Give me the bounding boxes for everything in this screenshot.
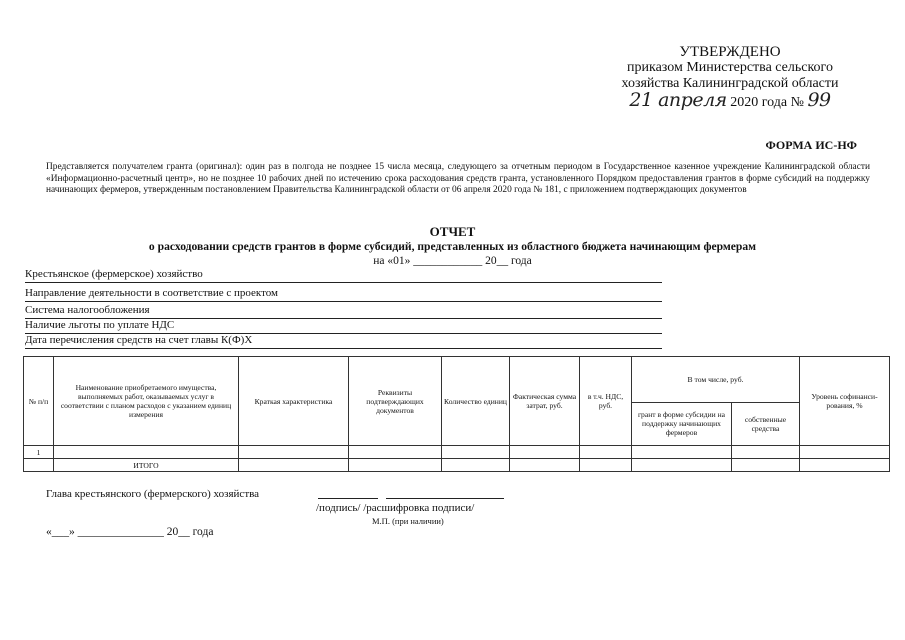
- header-description: Краткая характеристика: [239, 357, 349, 446]
- form-code: ФОРМА ИС-НФ: [765, 138, 857, 152]
- field-vat-benefit[interactable]: Наличие льготы по уплате НДС: [25, 319, 662, 334]
- approval-line-order: приказом Министерства сельского: [627, 60, 833, 75]
- table-cell[interactable]: [510, 459, 580, 472]
- intro-paragraph: Представляется получателем гранта (оригинал): один раз в полгода не позднее 15 числа месяца, следующего за отчетным периодом в Государственное казенное учреждение Калининградской области «Информационно-расчетный центр», но не позднее 10 рабочих дней по истечению срока расходования средств гранта, установленного Порядком предоставления грантов в форме субсидий на поддержку начинающих фермеров, утвержденным постановлением Правительства Калининградской области от 06 апреля 2020 года № 181, с приложением подтверждающих документов: [46, 162, 870, 195]
- header-vat: в т.ч. НДС, руб.: [580, 357, 632, 446]
- table-cell[interactable]: [580, 446, 632, 459]
- stamp-note: М.П. (при наличии): [372, 516, 444, 526]
- report-period: на «01» ____________ 20__ года: [373, 255, 532, 267]
- table-cell[interactable]: [732, 446, 800, 459]
- signature-caption: /подпись/ /расшифровка подписи/: [316, 502, 475, 514]
- approval-title: УТВЕРЖДЕНО: [679, 44, 781, 60]
- table-total-row: [24, 459, 890, 472]
- header-quantity: Количество единиц: [442, 357, 510, 446]
- signature-date[interactable]: «___» _______________ 20__ года: [46, 526, 214, 538]
- table-header-row: [24, 357, 890, 403]
- field-transfer-date[interactable]: Дата перечисления средств на счет главы К(Ф)Х: [25, 334, 662, 349]
- expense-table: [23, 356, 890, 472]
- approval-year-text: 2020 года №: [730, 95, 804, 110]
- approval-date-line: [560, 89, 900, 114]
- table-cell[interactable]: [510, 446, 580, 459]
- table-cell[interactable]: [239, 446, 349, 459]
- total-label: ИТОГО: [54, 459, 239, 472]
- table-cell[interactable]: [580, 459, 632, 472]
- field-tax-system[interactable]: Система налогообложения: [25, 304, 662, 319]
- approval-block: [560, 44, 900, 114]
- field-farm-name[interactable]: Крестьянское (фермерское) хозяйство: [25, 268, 662, 283]
- table-cell[interactable]: [442, 459, 510, 472]
- signature-decoding-line[interactable]: [386, 498, 504, 499]
- header-name: Наименование приобретаемого имущества, выполняемых работ, оказываемых услуг в соответствии с планом расходов с указанием единиц измерения: [54, 357, 239, 446]
- table-cell[interactable]: [800, 459, 890, 472]
- table-cell: [24, 459, 54, 472]
- head-of-farm-label: Глава крестьянского (фермерского) хозяйства: [46, 488, 260, 500]
- table-cell[interactable]: [349, 446, 442, 459]
- table-cell[interactable]: [349, 459, 442, 472]
- table-cell[interactable]: [800, 446, 890, 459]
- header-grant: грант в форме субсидии на поддержку начинающих фермеров: [632, 402, 732, 446]
- report-title: ОТЧЕТ: [429, 224, 476, 239]
- approval-date-handwritten: 21 апреля: [629, 89, 727, 111]
- table-cell[interactable]: [239, 459, 349, 472]
- header-num: № п/п: [24, 357, 54, 446]
- header-including: В том числе, руб.: [632, 357, 800, 403]
- field-activity-direction[interactable]: Направление деятельности в соответствие с проектом: [25, 287, 662, 302]
- report-subtitle: о расходовании средств грантов в форме субсидий, представленных из областного бюджета начинающим фермерам: [148, 240, 757, 253]
- table-cell[interactable]: [442, 446, 510, 459]
- table-cell[interactable]: [632, 446, 732, 459]
- approval-line-ministry: хозяйства Калининградской области: [621, 76, 839, 91]
- approval-number-handwritten: 99: [807, 89, 831, 111]
- header-own-funds: собственные средства: [732, 402, 800, 446]
- header-cost: Фактическая сумма затрат, руб.: [510, 357, 580, 446]
- header-documents: Реквизиты подтверждающих документов: [349, 357, 442, 446]
- signature-line[interactable]: [318, 498, 378, 499]
- header-cofinancing: Уровень софинанси-рования, %: [800, 357, 890, 446]
- row-num: 1: [24, 446, 54, 459]
- table-cell[interactable]: [632, 459, 732, 472]
- table-row: [24, 446, 890, 459]
- table-cell[interactable]: [54, 446, 239, 459]
- table-cell[interactable]: [732, 459, 800, 472]
